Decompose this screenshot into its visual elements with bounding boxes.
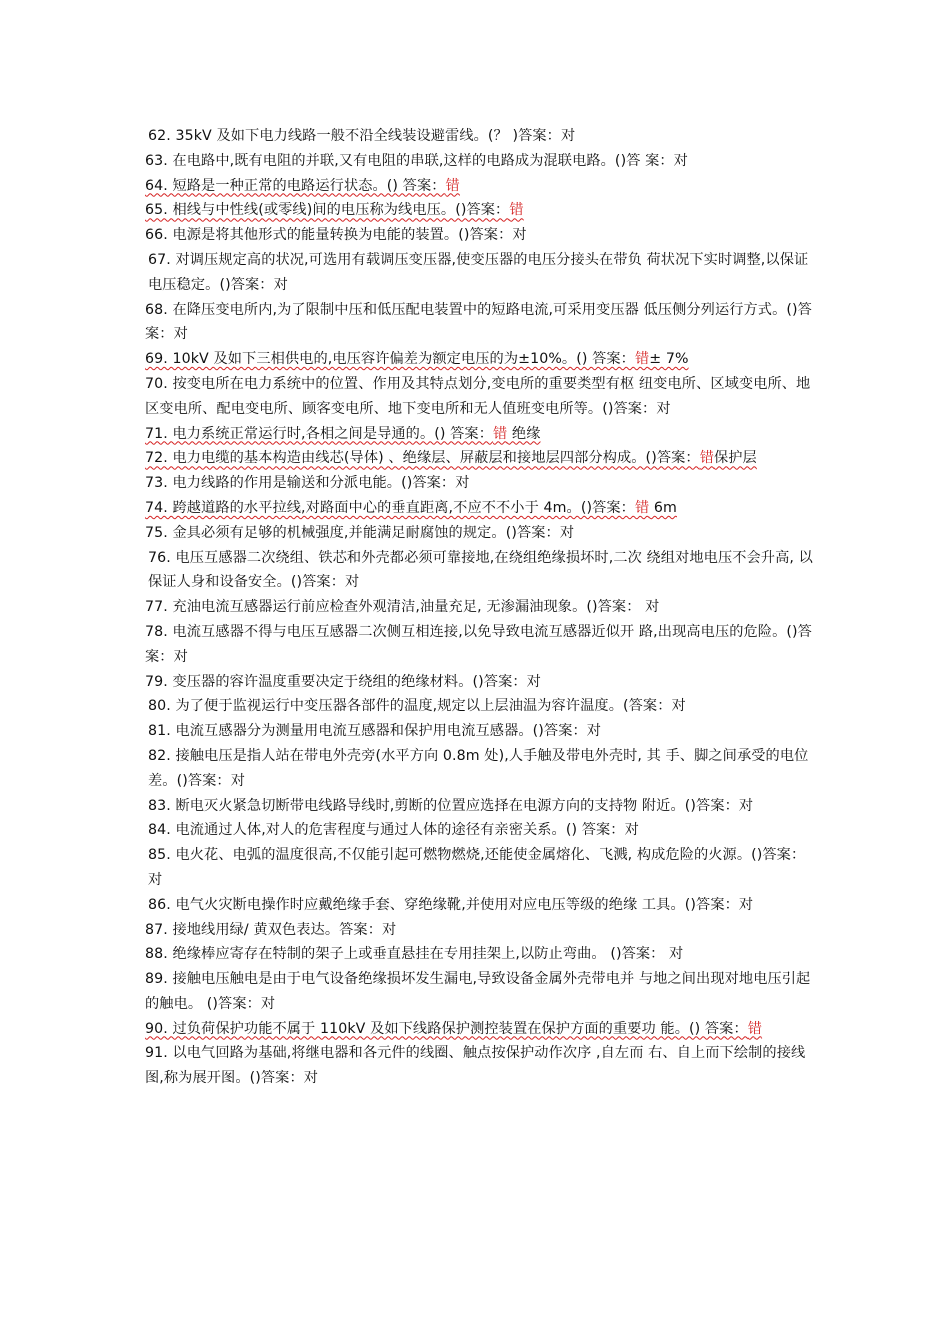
question-item: [145, 422, 813, 447]
question-text: [148, 798, 753, 814]
question-text: [145, 674, 541, 690]
question-body: 80. 为了便于监视运行中变压器各部件的温度,规定以上层油温为容许温度。(答案：对: [148, 698, 686, 715]
question-body: 69. 10kV 及如下三相供电的,电压容许偏差为额定电压的为±10%。() 答案：: [145, 351, 635, 368]
question-item: [145, 198, 813, 223]
question-item: [145, 818, 813, 843]
question-text: [148, 748, 808, 789]
question-body: 86. 电气火灾断电操作时应戴绝缘手套、穿绝缘靴,并使用对应电压等级的绝缘 工具。()答案：对: [148, 896, 754, 913]
question-list: [145, 124, 813, 1091]
question-text: [145, 302, 812, 343]
question-body: 78. 电流互感器不得与电压互感器二次侧互相连接,以免导致电流互感器近似开 路,出现高电压的危险。()答案：对: [145, 623, 812, 665]
answer-correction: ± 7%: [649, 351, 689, 368]
answer-correction: 6m: [649, 499, 677, 516]
question-body: 90. 过负荷保护功能不属于 110kV 及如下线路保护测控装置在保护方面的重要功 能。() 答案：: [145, 1020, 748, 1037]
answer-wrong-mark: 错: [445, 177, 460, 194]
question-body: 91. 以电气回路为基础,将继电器和各元件的线圈、触点按保护动作次序 ,自左而 右、自上而下绘制的接线图,称为展开图。()答案：对: [145, 1045, 806, 1087]
question-text: [145, 227, 527, 243]
question-item: [145, 794, 813, 819]
question-text: [145, 376, 810, 417]
question-item: [145, 471, 813, 496]
question-body: 68. 在降压变电所内,为了限制中压和低压配电装置中的短路电流,可采用变压器 低压侧分列运行方式。()答案：对: [145, 301, 812, 343]
question-item: [145, 347, 813, 372]
question-text: [145, 1045, 805, 1086]
question-body: 75. 金具必须有足够的机械强度,并能满足耐腐蚀的规定。()答案：对: [145, 524, 575, 541]
marked-question-text: [145, 178, 460, 194]
question-body: 83. 断电灭火紧急切断带电线路导线时,剪断的位置应选择在电源方向的支持物 附近。()答案：对: [148, 797, 754, 814]
question-body: 88. 绝缘棒应寄存在特制的架子上或垂直悬挂在专用挂架上,以防止弯曲。 ()答案： 对: [145, 946, 684, 963]
answer-wrong-mark: 错: [699, 450, 714, 467]
question-item: [145, 446, 813, 471]
question-item: [145, 670, 813, 695]
question-body: 66. 电源是将其他形式的能量转换为电能的装置。()答案：对: [145, 227, 527, 244]
question-item: [145, 174, 813, 199]
answer-correction: 保护层: [713, 450, 757, 467]
question-body: 79. 变压器的容许温度重要决定于绕组的绝缘材料。()答案：对: [145, 673, 541, 690]
question-body: 87. 接地线用绿/ 黄双色表达。答案：对: [145, 921, 397, 938]
marked-question-text: [145, 351, 689, 367]
question-item: [145, 248, 813, 298]
question-item: [145, 372, 813, 422]
question-text: [148, 698, 686, 714]
question-item: [145, 149, 813, 174]
question-body: 82. 接触电压是指人站在带电外壳旁(水平方向 0.8m 处),人手触及带电外壳时, 其 手、脚之间承受的电位差。()答案：对: [148, 747, 809, 789]
question-item: [145, 223, 813, 248]
question-body: 84. 电流通过人体,对人的危害程度与通过人体的途径有亲密关系。() 答案：对: [148, 822, 639, 839]
question-text: [145, 475, 470, 491]
question-text: [145, 624, 812, 665]
question-body: 72. 电力电缆的基本构造由线芯(导体) 、绝缘层、屏蔽层和接地层四部分构成。()答案：: [145, 450, 700, 467]
question-item: [145, 967, 813, 1017]
answer-wrong-mark: 错: [509, 202, 524, 219]
question-item: [145, 298, 813, 348]
question-text: [145, 922, 396, 938]
question-text: [148, 723, 601, 739]
question-item: [145, 843, 813, 893]
question-item: [145, 620, 813, 670]
question-item: [145, 893, 813, 918]
question-item: [145, 546, 813, 596]
answer-wrong-mark: 错: [634, 499, 650, 516]
question-text: [148, 822, 639, 838]
question-text: [145, 153, 688, 169]
question-body: 76. 电压互感器二次绕组、铁芯和外壳都必须可靠接地,在绕组绝缘损坏时,二次 绕组对地电压不会升高, 以保证人身和设备安全。()答案：对: [148, 549, 813, 591]
question-text: [148, 847, 805, 888]
question-body: 63. 在电路中,既有电阻的并联,又有电阻的串联,这样的电路成为混联电路。()答 案：对: [145, 152, 688, 169]
answer-wrong-mark: 错: [634, 351, 650, 368]
question-text: [145, 525, 574, 541]
question-body: 67. 对调压规定高的状况,可选用有载调压变压器,使变压器的电压分接头在带负 荷状况下实时调整,以保证电压稳定。()答案：对: [148, 251, 809, 293]
answer-wrong-mark: 错: [747, 1020, 763, 1037]
question-body: 74. 跨越道路的水平拉线,对路面中心的垂直距离,不应不不小于 4m。()答案：: [145, 499, 635, 516]
question-item: [145, 744, 813, 794]
question-text: [148, 897, 753, 913]
question-text: [148, 252, 808, 293]
question-body: 89. 接触电压触电是由于电气设备绝缘损坏发生漏电,导致设备金属外壳带电并 与地之间出现对地电压引起的触电。 ()答案：对: [145, 971, 811, 1012]
question-item: [145, 595, 813, 620]
question-item: [145, 124, 813, 149]
question-body: 70. 按变电所在电力系统中的位置、作用及其特点划分,变电所的重要类型有枢 纽变电所、区域变电所、地区变电所、配电变电所、顾客变电所、地下变电所和无人值班变电所等。()答案：对: [145, 375, 811, 417]
question-body: 81. 电流互感器分为测量用电流互感器和保护用电流互感器。()答案：对: [148, 723, 602, 740]
question-text: [148, 550, 813, 591]
marked-question-text: [145, 426, 541, 442]
question-text: [145, 946, 683, 962]
question-item: [145, 1017, 813, 1042]
question-body: 85. 电火花、电弧的温度很高,不仅能引起可燃物燃烧,还能使金属熔化、飞溅, 构成危险的火源。()答案：对: [148, 847, 806, 888]
question-item: [145, 496, 813, 521]
question-body: 62. 35kV 及如下电力线路一般不沿全线装设避雷线。(？ )答案：对: [148, 128, 576, 144]
question-item: [145, 694, 813, 719]
question-body: 77. 充油电流互感器运行前应检查外观清洁,油量充足, 无渗漏油现象。()答案： 对: [145, 599, 660, 616]
question-body: 65. 相线与中性线(或零线)间的电压称为线电压。()答案：: [145, 202, 510, 219]
question-item: [145, 521, 813, 546]
marked-question-text: [145, 202, 524, 218]
question-item: [145, 1041, 813, 1091]
marked-question-text: [145, 1021, 762, 1037]
question-body: 73. 电力线路的作用是输送和分派电能。()答案：对: [145, 475, 470, 492]
marked-question-text: [145, 500, 677, 516]
question-text: [145, 599, 659, 615]
question-item: [145, 719, 813, 744]
question-body: 64. 短路是一种正常的电路运行状态。() 答案：: [145, 177, 446, 194]
question-text: [145, 971, 810, 1012]
question-text: [148, 128, 575, 144]
question-item: [145, 942, 813, 967]
answer-correction: 绝缘: [507, 425, 541, 442]
marked-question-text: [145, 450, 757, 466]
question-body: 71. 电力系统正常运行时,各相之间是导通的。() 答案：: [145, 425, 494, 442]
answer-wrong-mark: 错: [493, 425, 508, 442]
question-item: [145, 918, 813, 943]
